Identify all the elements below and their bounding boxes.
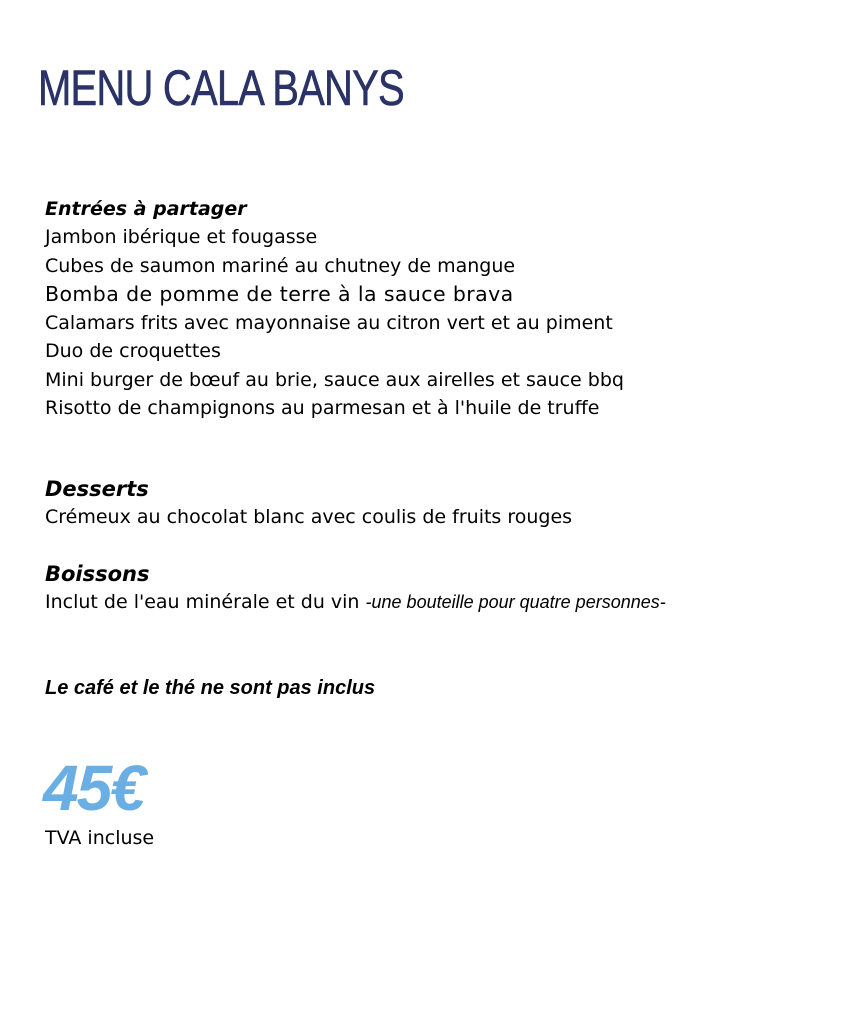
menu-title: MENU CALA BANYS	[38, 60, 404, 116]
menu-item: Mini burger de bœuf au brie, sauce aux airelles et sauce bbq	[45, 368, 624, 391]
menu-item: Cubes de saumon mariné au chutney de mangue	[45, 254, 516, 277]
menu-item: Risotto de champignons au parmesan et à l'huile de truffe	[45, 397, 600, 419]
exclusion-note: Le café et le thé ne sont pas inclus	[45, 677, 376, 699]
menu-item: Crémeux au chocolat blanc avec coulis de fruits rouges	[45, 506, 573, 528]
menu-item: Duo de croquettes	[45, 340, 221, 362]
drinks-note: -une bouteille pour quatre personnes-	[365, 592, 666, 612]
desserts-section	[45, 475, 572, 532]
menu-item: Bomba de pomme de terre à la sauce brava	[45, 282, 514, 306]
drinks-section	[45, 560, 666, 617]
drinks-heading: Boissons	[45, 562, 150, 586]
starters-heading: Entrées à partager	[45, 198, 247, 220]
price: 45€	[43, 752, 144, 824]
drinks-text: Inclut de l'eau minérale et du vin	[45, 591, 360, 613]
starters-section	[45, 195, 624, 423]
vat-note: TVA incluse	[45, 827, 155, 849]
desserts-heading: Desserts	[45, 477, 149, 501]
menu-item: Jambon ibérique et fougasse	[45, 226, 318, 248]
drinks-line	[45, 588, 666, 617]
menu-item: Calamars frits avec mayonnaise au citron vert et au piment	[45, 311, 613, 334]
